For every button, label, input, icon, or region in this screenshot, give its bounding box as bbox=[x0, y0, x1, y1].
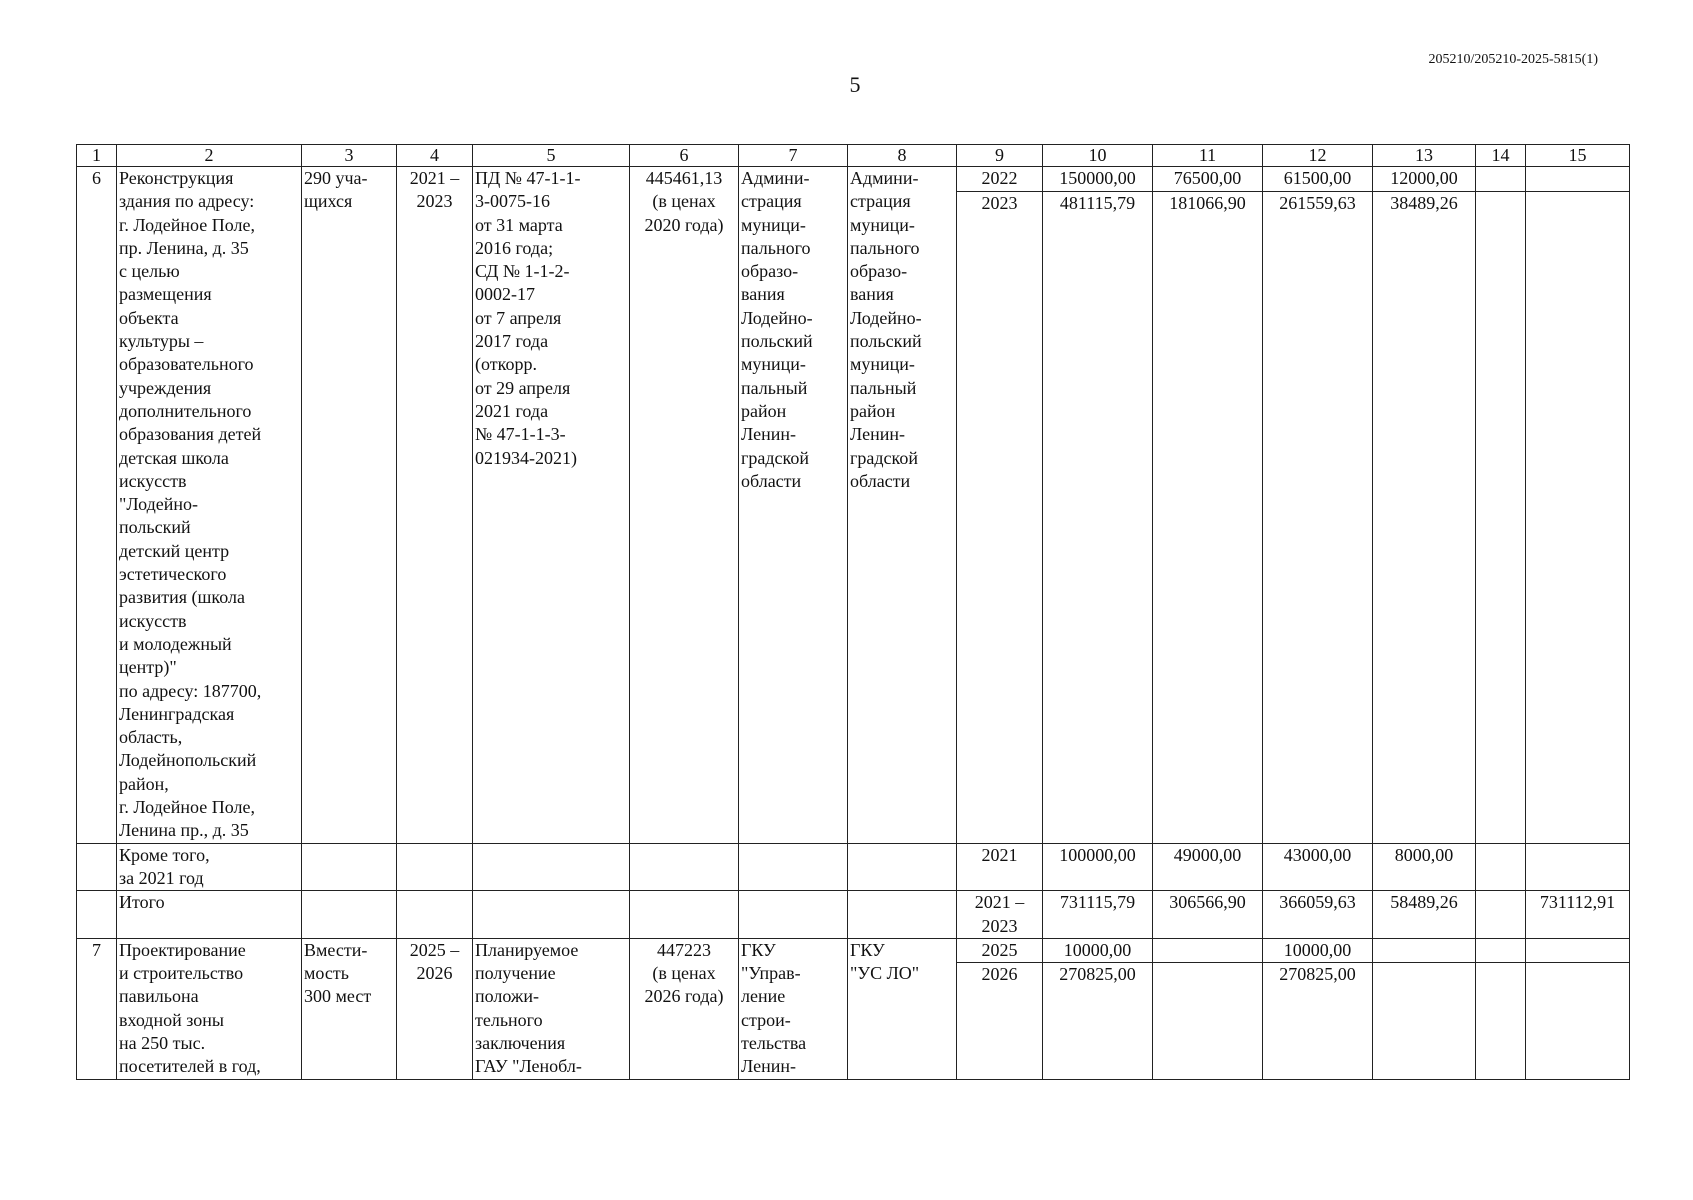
estimated-cost: 445461,13 (в ценах 2020 года) bbox=[630, 167, 739, 844]
col12-amount: 261559,63 bbox=[1263, 191, 1373, 843]
col-num-1: 1 bbox=[77, 145, 117, 167]
col11-amount: 181066,90 bbox=[1153, 191, 1263, 843]
col11-amount: 49000,00 bbox=[1153, 843, 1263, 891]
object-name: Кроме того, за 2021 год bbox=[117, 843, 302, 891]
row-number: 7 bbox=[77, 938, 117, 1079]
col14-amount bbox=[1476, 167, 1526, 192]
col11-amount bbox=[1153, 938, 1263, 962]
col-num-4: 4 bbox=[397, 145, 473, 167]
col12-amount: 270825,00 bbox=[1263, 963, 1373, 1079]
table-row bbox=[77, 843, 1630, 891]
capacity bbox=[302, 843, 397, 891]
col13-amount bbox=[1373, 938, 1476, 962]
col14-amount bbox=[1476, 891, 1526, 939]
document-id: 205210/205210-2025-5815(1) bbox=[1428, 52, 1598, 67]
total-amount: 270825,00 bbox=[1043, 963, 1153, 1079]
developer bbox=[848, 843, 957, 891]
row-number bbox=[77, 891, 117, 939]
col-num-12: 12 bbox=[1263, 145, 1373, 167]
period: 2025 – 2026 bbox=[397, 938, 473, 1079]
row-number: 6 bbox=[77, 167, 117, 844]
total-amount: 10000,00 bbox=[1043, 938, 1153, 962]
total-amount: 150000,00 bbox=[1043, 167, 1153, 192]
object-name: Реконструкция здания по адресу: г. Лодейное Поле, пр. Ленина, д. 35 с целью размещения объекта культуры – образовательного учреждения дополнительного образования детей детская школа искусств "Лодейно- польский детский центр эстетического развития (школа искусств и молодежный центр)" по адресу: 187700, Ленинградская область, Лодейнопольский район, г. Лодейное Поле, Ленина пр., д. 35 bbox=[117, 167, 302, 844]
col-num-7: 7 bbox=[739, 145, 848, 167]
year: 2022 bbox=[957, 167, 1043, 192]
total-amount: 731115,79 bbox=[1043, 891, 1153, 939]
col15-amount bbox=[1526, 938, 1630, 962]
col-num-9: 9 bbox=[957, 145, 1043, 167]
period bbox=[397, 891, 473, 939]
col13-amount: 38489,26 bbox=[1373, 191, 1476, 843]
page-number: 5 bbox=[849, 72, 861, 97]
object-name: Проектирование и строительство павильона входной зоны на 250 тыс. посетителей в год, bbox=[117, 938, 302, 1079]
investment-table bbox=[76, 144, 1630, 1080]
customer bbox=[739, 891, 848, 939]
col11-amount: 76500,00 bbox=[1153, 167, 1263, 192]
col14-amount bbox=[1476, 843, 1526, 891]
project-docs bbox=[473, 891, 630, 939]
col15-amount bbox=[1526, 963, 1630, 1079]
col-num-8: 8 bbox=[848, 145, 957, 167]
column-number-row bbox=[77, 145, 1630, 167]
col12-amount: 10000,00 bbox=[1263, 938, 1373, 962]
col13-amount bbox=[1373, 963, 1476, 1079]
col15-amount bbox=[1526, 843, 1630, 891]
period: 2021 – 2023 bbox=[397, 167, 473, 844]
table-row bbox=[77, 167, 1630, 192]
project-docs: Планируемое получение положи- тельного заключения ГАУ "Ленобл- bbox=[473, 938, 630, 1079]
col15-amount bbox=[1526, 191, 1630, 843]
col14-amount bbox=[1476, 963, 1526, 1079]
col13-amount: 12000,00 bbox=[1373, 167, 1476, 192]
capacity: Вмести- мость 300 мест bbox=[302, 938, 397, 1079]
estimated-cost bbox=[630, 843, 739, 891]
col13-amount: 58489,26 bbox=[1373, 891, 1476, 939]
developer: ГКУ "УС ЛО" bbox=[848, 938, 957, 1079]
capacity: 290 уча- щихся bbox=[302, 167, 397, 844]
estimated-cost bbox=[630, 891, 739, 939]
col11-amount: 306566,90 bbox=[1153, 891, 1263, 939]
total-amount: 100000,00 bbox=[1043, 843, 1153, 891]
col-num-6: 6 bbox=[630, 145, 739, 167]
col-num-5: 5 bbox=[473, 145, 630, 167]
object-name: Итого bbox=[117, 891, 302, 939]
customer: ГКУ "Управ- ление строи- тельства Ленин- bbox=[739, 938, 848, 1079]
capacity bbox=[302, 891, 397, 939]
customer bbox=[739, 843, 848, 891]
year: 2021 – 2023 bbox=[957, 891, 1043, 939]
col11-amount bbox=[1153, 963, 1263, 1079]
col14-amount bbox=[1476, 938, 1526, 962]
col-num-14: 14 bbox=[1476, 145, 1526, 167]
customer: Админи- страция муници- пального образо- вания Лодейно- польский муници- пальный район Ленин- градской области bbox=[739, 167, 848, 844]
col12-amount: 43000,00 bbox=[1263, 843, 1373, 891]
developer bbox=[848, 891, 957, 939]
col15-amount: 731112,91 bbox=[1526, 891, 1630, 939]
project-docs bbox=[473, 843, 630, 891]
col-num-3: 3 bbox=[302, 145, 397, 167]
year: 2021 bbox=[957, 843, 1043, 891]
col-num-2: 2 bbox=[117, 145, 302, 167]
col-num-15: 15 bbox=[1526, 145, 1630, 167]
col-num-11: 11 bbox=[1153, 145, 1263, 167]
year: 2026 bbox=[957, 963, 1043, 1079]
col15-amount bbox=[1526, 167, 1630, 192]
col12-amount: 61500,00 bbox=[1263, 167, 1373, 192]
row-number bbox=[77, 843, 117, 891]
developer: Админи- страция муници- пального образо- вания Лодейно- польский муници- пальный район Ленин- градской области bbox=[848, 167, 957, 844]
col14-amount bbox=[1476, 191, 1526, 843]
table-row bbox=[77, 891, 1630, 939]
estimated-cost: 447223 (в ценах 2026 года) bbox=[630, 938, 739, 1079]
period bbox=[397, 843, 473, 891]
year: 2025 bbox=[957, 938, 1043, 962]
table-row bbox=[77, 938, 1630, 962]
project-docs: ПД № 47-1-1- 3-0075-16 от 31 марта 2016 года; СД № 1-1-2- 0002-17 от 7 апреля 2017 года (откорр. от 29 апреля 2021 года № 47-1-1-3- 021934-2021) bbox=[473, 167, 630, 844]
year: 2023 bbox=[957, 191, 1043, 843]
col13-amount: 8000,00 bbox=[1373, 843, 1476, 891]
total-amount: 481115,79 bbox=[1043, 191, 1153, 843]
col-num-10: 10 bbox=[1043, 145, 1153, 167]
col12-amount: 366059,63 bbox=[1263, 891, 1373, 939]
col-num-13: 13 bbox=[1373, 145, 1476, 167]
